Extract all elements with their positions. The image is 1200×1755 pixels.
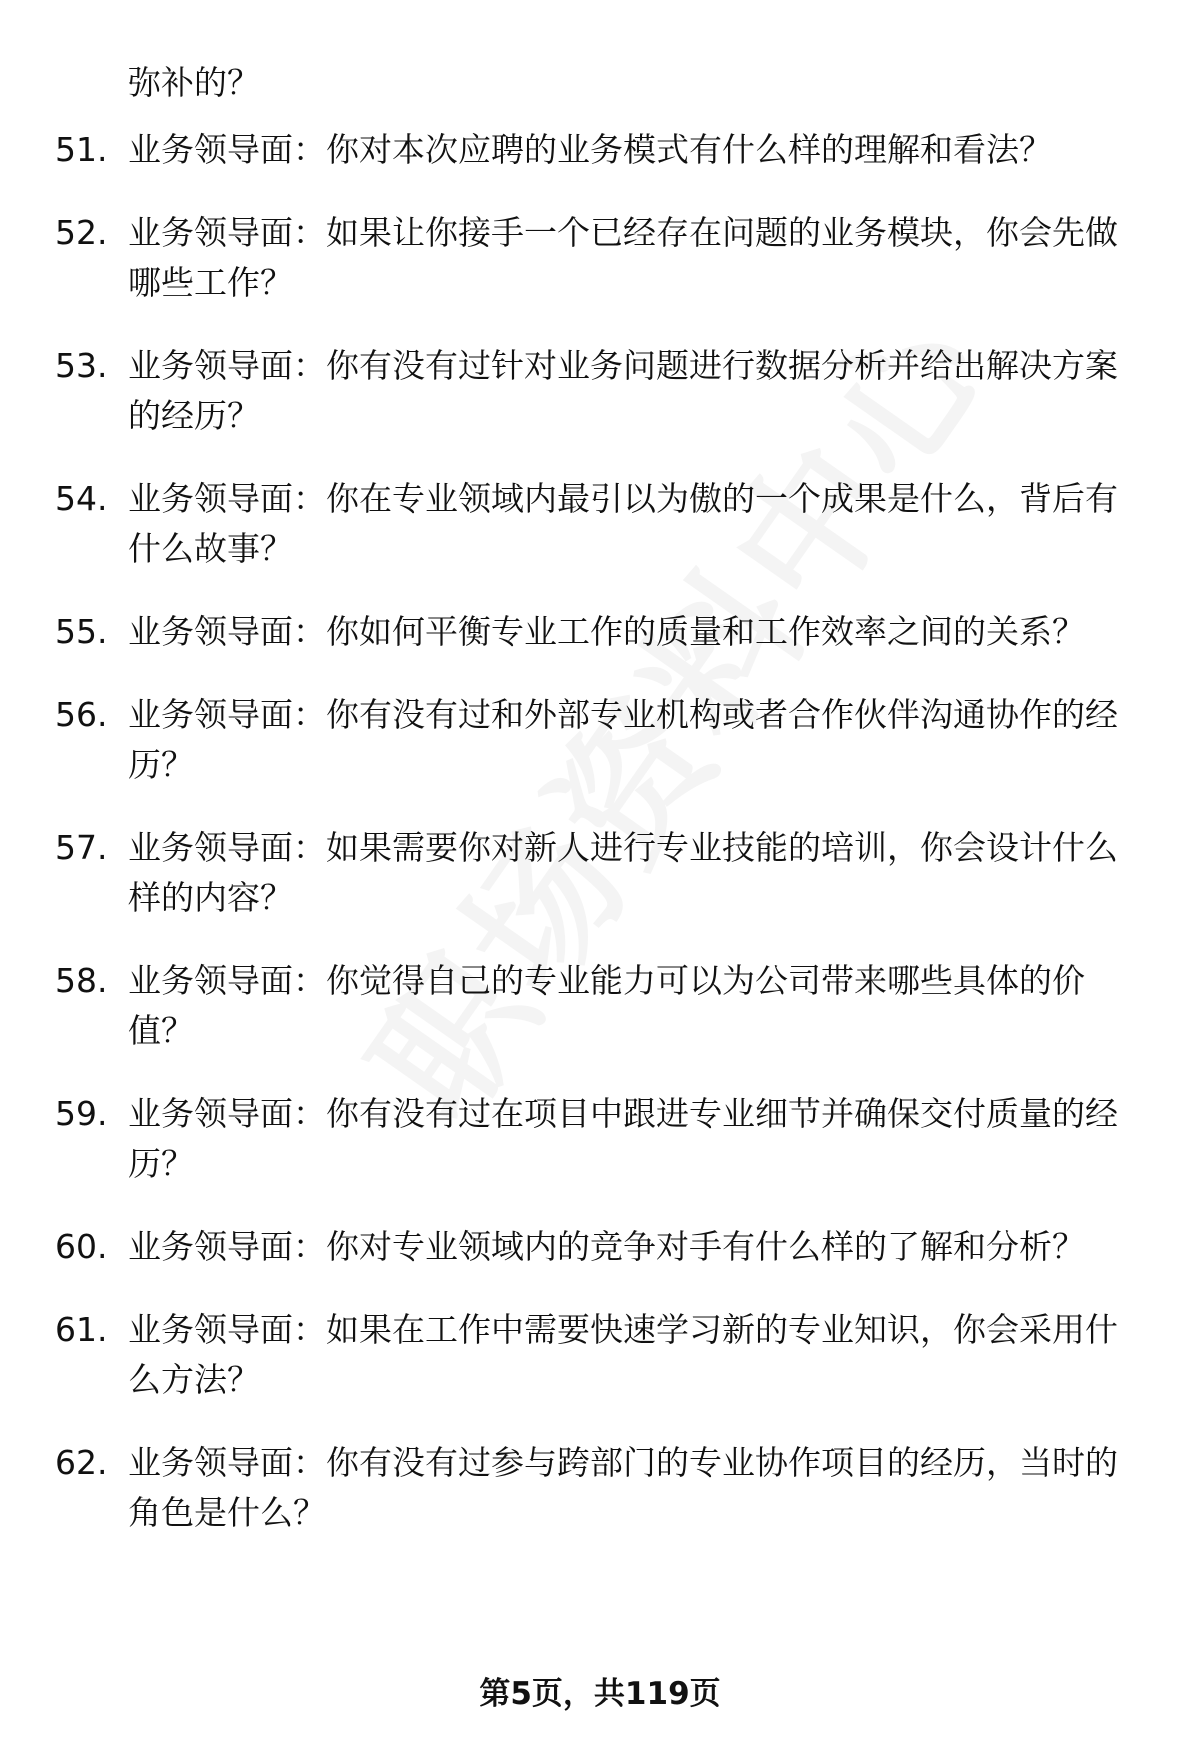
item-number: 61. <box>55 1310 108 1349</box>
item-number: 59. <box>55 1094 108 1133</box>
item-number: 57. <box>55 828 108 867</box>
item-text: 业务领导面：如果让你接手一个已经存在问题的业务模块，你会先做哪些工作？ <box>128 213 1118 302</box>
item-number: 55. <box>55 612 108 651</box>
item-text: 业务领导面：你觉得自己的专业能力可以为公司带来哪些具体的价值？ <box>128 961 1085 1050</box>
list-item <box>0 1089 1200 1189</box>
item-number: 62. <box>55 1443 108 1482</box>
item-number: 51. <box>55 130 108 169</box>
list-item <box>0 125 1200 175</box>
item-text: 业务领导面：你有没有过在项目中跟进专业细节并确保交付质量的经历？ <box>128 1094 1118 1183</box>
item-text: 业务领导面：你有没有过针对业务问题进行数据分析并给出解决方案的经历？ <box>128 346 1118 435</box>
list-item <box>0 690 1200 790</box>
page-footer: 第5页，共119页 <box>479 1676 721 1712</box>
question-list <box>0 125 1200 1571</box>
list-item <box>0 823 1200 923</box>
item-number: 52. <box>55 213 108 252</box>
item-text: 业务领导面：如果需要你对新人进行专业技能的培训，你会设计什么样的内容？ <box>128 828 1118 917</box>
list-item <box>0 474 1200 574</box>
list-item <box>0 1438 1200 1538</box>
item-text: 业务领导面：你在专业领域内最引以为傲的一个成果是什么，背后有什么故事？ <box>128 479 1118 568</box>
item-number: 60. <box>55 1227 108 1266</box>
continued-question-text: 弥补的？ <box>128 63 260 102</box>
list-item <box>0 341 1200 441</box>
list-item <box>0 1222 1200 1272</box>
item-number: 53. <box>55 346 108 385</box>
item-number: 54. <box>55 479 108 518</box>
item-text: 业务领导面：你有没有过和外部专业机构或者合作伙伴沟通协作的经历？ <box>128 695 1118 784</box>
list-item <box>0 208 1200 308</box>
item-text: 业务领导面：你如何平衡专业工作的质量和工作效率之间的关系？ <box>128 612 1085 651</box>
item-number: 58. <box>55 961 108 1000</box>
item-text: 业务领导面：你对专业领域内的竞争对手有什么样的了解和分析？ <box>128 1227 1085 1266</box>
item-text: 业务领导面：如果在工作中需要快速学习新的专业知识，你会采用什么方法？ <box>128 1310 1118 1399</box>
item-text: 业务领导面：你对本次应聘的业务模式有什么样的理解和看法？ <box>128 130 1052 169</box>
list-item <box>0 607 1200 657</box>
item-text: 业务领导面：你有没有过参与跨部门的专业协作项目的经历，当时的角色是什么？ <box>128 1443 1118 1532</box>
item-number: 56. <box>55 695 108 734</box>
list-item <box>0 1305 1200 1405</box>
list-item <box>0 956 1200 1056</box>
